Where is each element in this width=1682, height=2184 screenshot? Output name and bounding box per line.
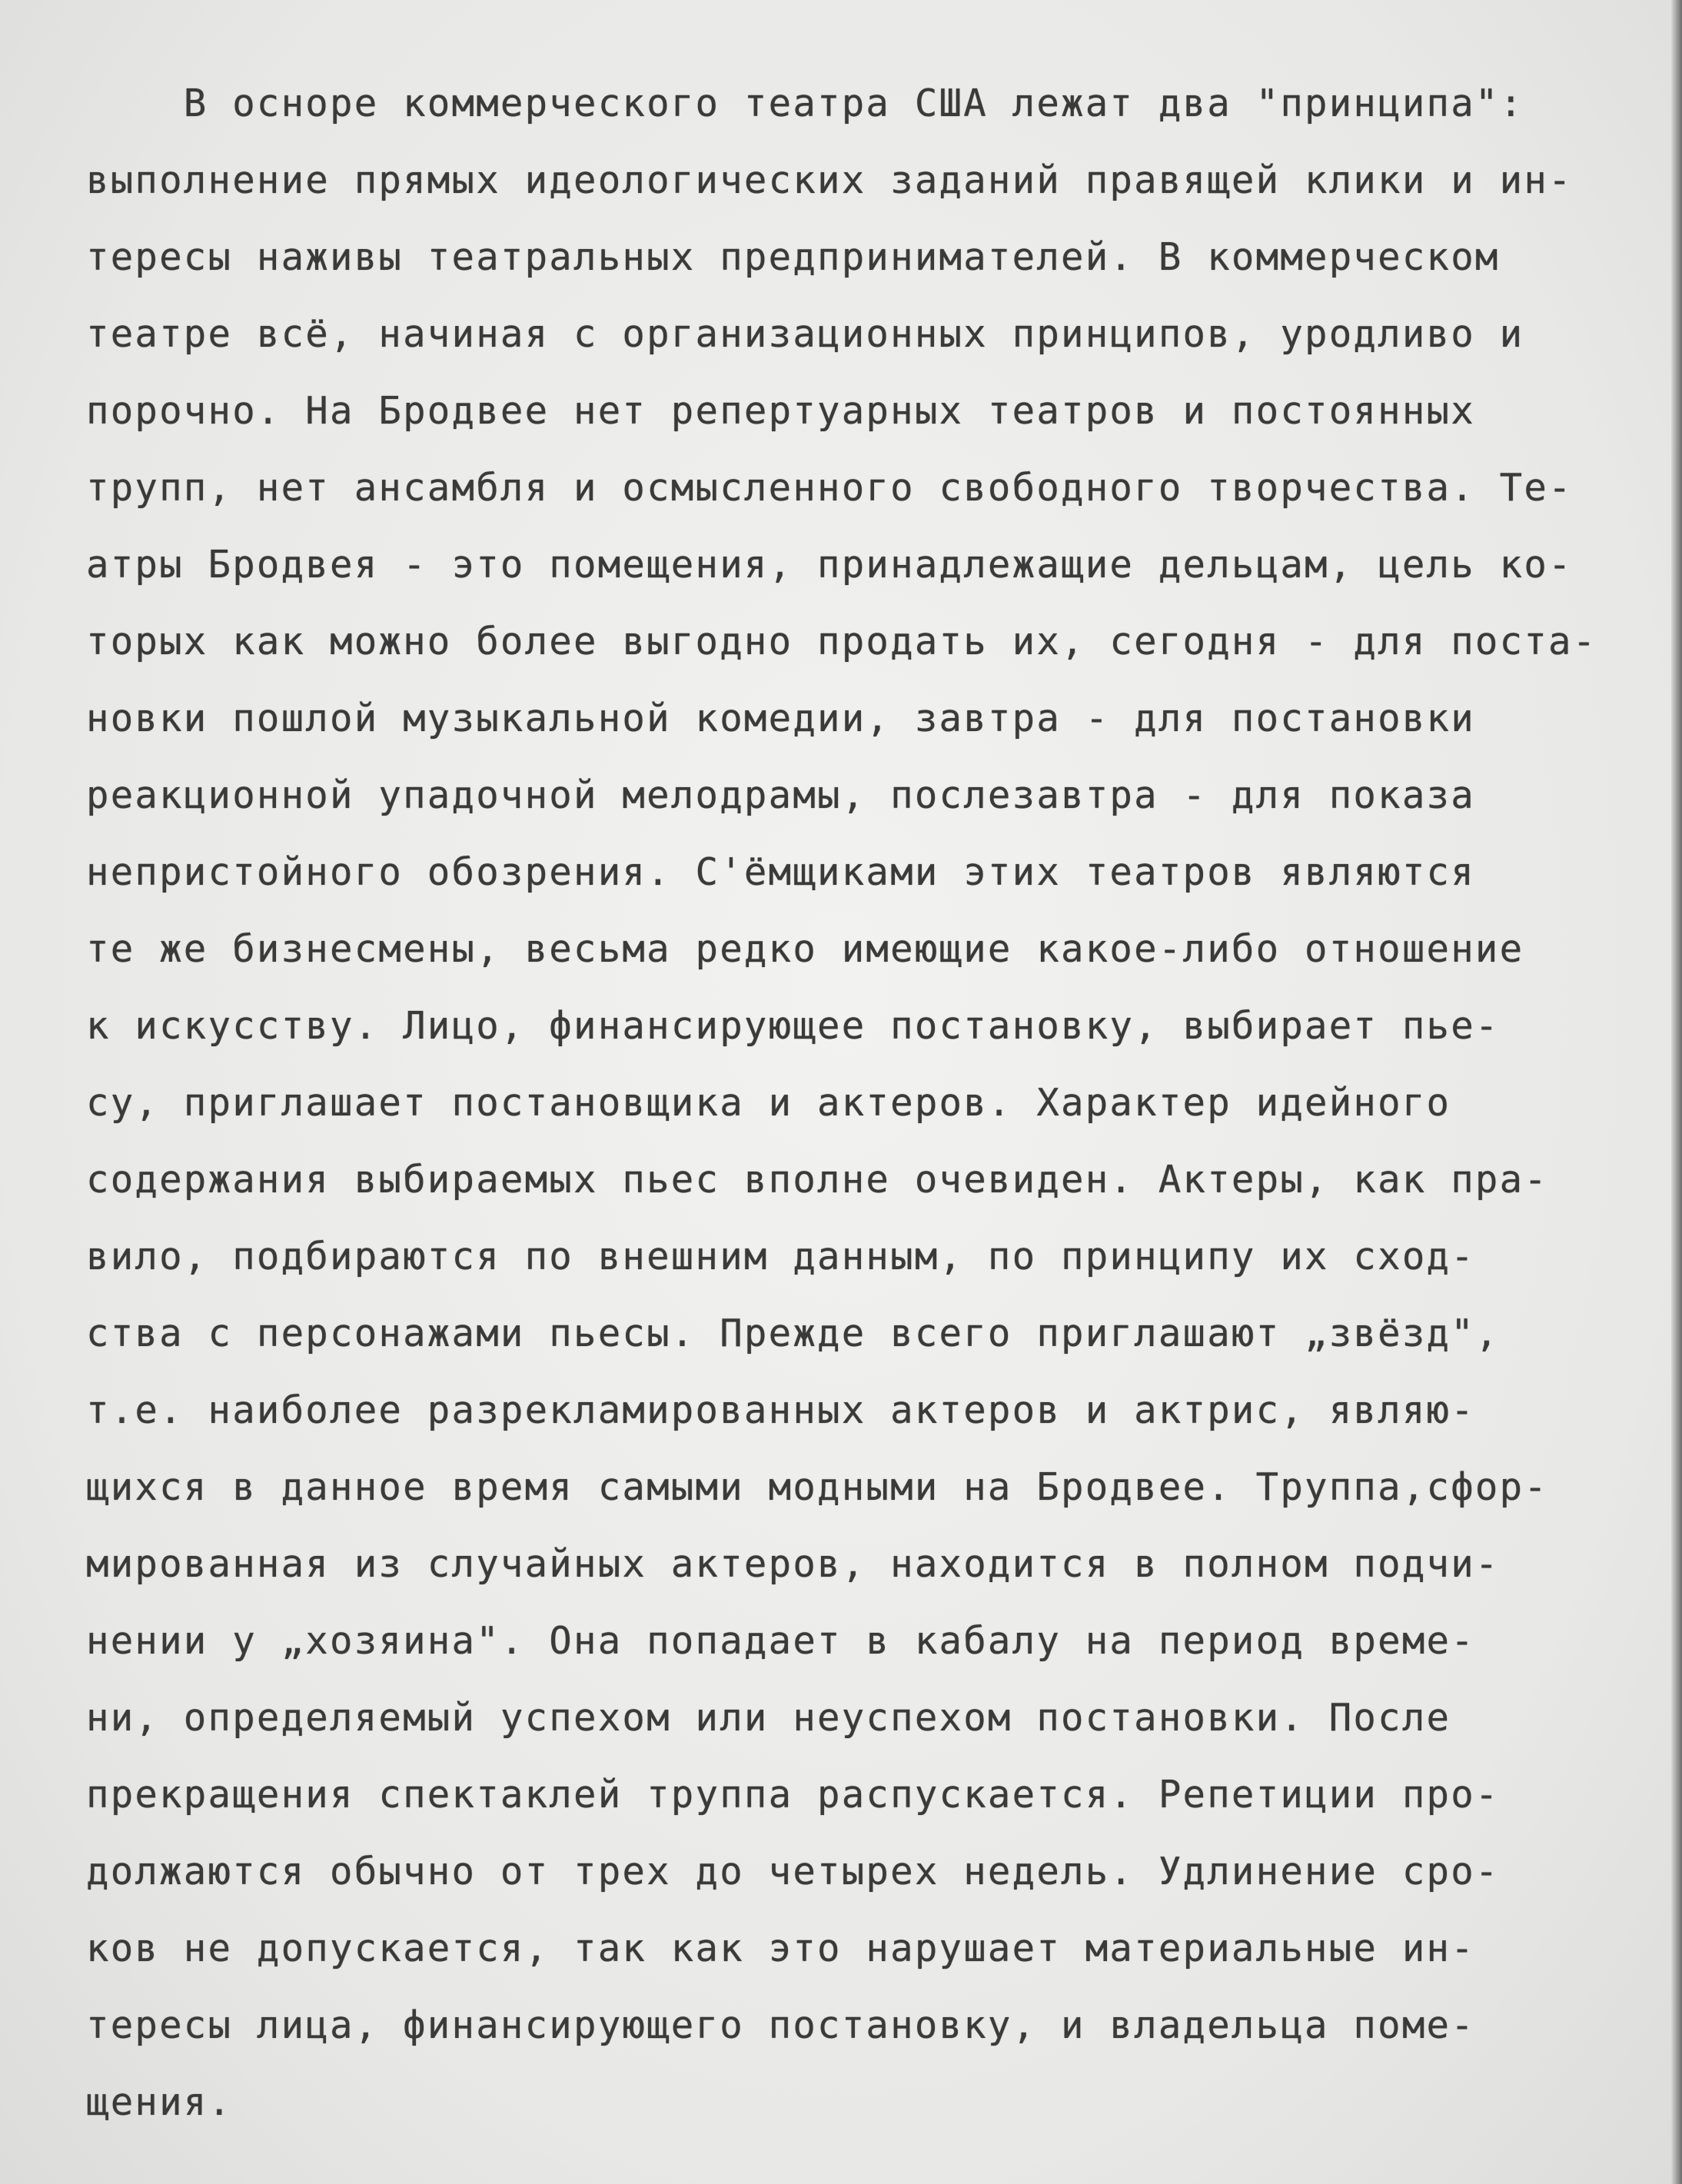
text-line: ков не допускается, так как это нарушает материальные ин- [86,1926,1475,1970]
text-line: т.е. наиболее разрекламированных актеров и актрис, являю- [86,1388,1475,1432]
text-line: ни, определяемый успехом или неуспехом постановки. После [86,1696,1451,1740]
text-line: к искусству. Лицо, финансирующее постановку, выбирает пье- [86,1004,1500,1048]
text-line: щихся в данное время самыми модными на Бродвее. Труппа,сфор- [86,1465,1549,1509]
text-line: В осноре коммерческого театра США лежат два "принципа": [86,81,1524,125]
text-line: торых как можно более выгодно продать их, сегодня - для поста- [86,620,1597,663]
text-line: новки пошлой музыкальной комедии, завтра - для постановки [86,696,1475,740]
text-line: щения. [86,2080,233,2124]
text-line: су, приглашает постановщика и актеров. Характер идейного [86,1081,1451,1125]
text-line: тересы лица, финансирующего постановку, и владельца поме- [86,2003,1475,2047]
text-line: атры Бродвея - это помещения, принадлежащие дельцам, цель ко- [86,543,1573,587]
text-line: прекращения спектаклей труппа распускается. Репетиции про- [86,1773,1500,1817]
text-line: реакционной упадочной мелодрамы, послезавтра - для показа [86,773,1475,817]
text-line: должаются обычно от трех до четырех недель. Удлинение сро- [86,1850,1500,1893]
text-line: мированная из случайных актеров, находится в полном подчи- [86,1542,1500,1586]
text-line: выполнение прямых идеологических заданий правящей клики и ин- [86,158,1573,202]
text-line: содержания выбираемых пьес вполне очевиден. Актеры, как пра- [86,1158,1549,1202]
text-line: трупп, нет ансамбля и осмысленного свободного творчества. Те- [86,466,1573,510]
text-line: ства с персонажами пьесы. Прежде всего приглашают „звёзд", [86,1311,1500,1355]
text-line: вило, подбираются по внешним данным, по принципу их сход- [86,1235,1475,1278]
text-line: нении у „хозяина". Она попадает в кабалу на период време- [86,1619,1475,1663]
text-line: тересы наживы театральных предпринимателей. В коммерческом [86,235,1500,279]
text-line: порочно. На Бродвее нет репертуарных театров и постоянных [86,389,1475,433]
text-line: театре всё, начиная с организационных принципов, уродливо и [86,312,1524,356]
text-line: те же бизнесмены, весьма редко имеющие какое-либо отношение [86,927,1524,971]
text-line: непристойного обозрения. С'ёмщиками этих театров являются [86,850,1475,894]
page-edge-shadow [1671,0,1682,2184]
